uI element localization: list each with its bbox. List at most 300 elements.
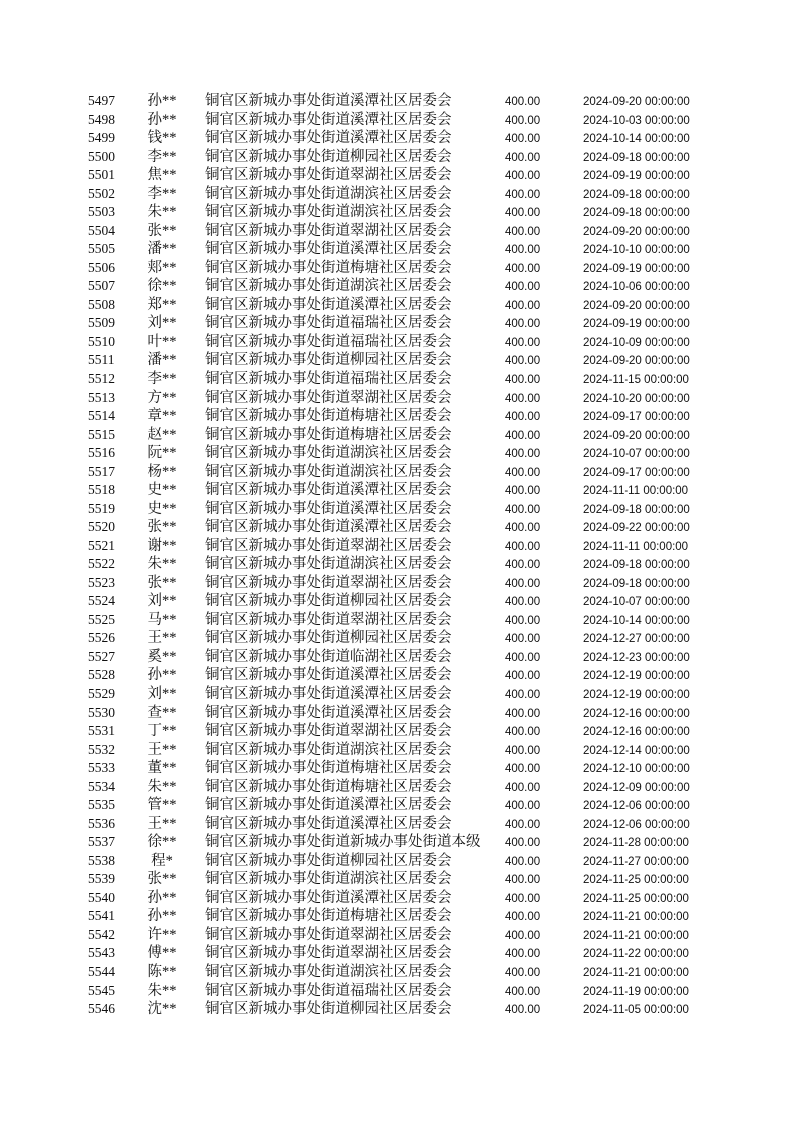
record-organization: 铜官区新城办事处街道溪潭社区居委会 (205, 815, 452, 832)
record-id: 5520 (88, 519, 115, 535)
record-timestamp: 2024-09-18 00:00:00 (583, 503, 690, 516)
record-id: 5533 (88, 760, 115, 776)
table-row (0, 704, 793, 723)
record-organization: 铜官区新城办事处街道湖滨社区居委会 (205, 445, 452, 462)
record-organization: 铜官区新城办事处街道溪潭社区居委会 (205, 667, 452, 684)
record-organization: 铜官区新城办事处街道翠湖社区居委会 (205, 611, 452, 628)
table-row (0, 92, 793, 111)
record-id: 5498 (88, 111, 115, 127)
record-timestamp: 2024-12-16 00:00:00 (583, 726, 690, 739)
record-organization: 铜官区新城办事处街道梅塘社区居委会 (205, 778, 452, 795)
record-id: 5516 (88, 445, 115, 461)
record-organization: 铜官区新城办事处街道溪潭社区居委会 (205, 111, 452, 128)
record-timestamp: 2024-09-20 00:00:00 (583, 355, 690, 368)
table-row (0, 796, 793, 815)
record-name: 许** (147, 926, 177, 943)
record-organization: 铜官区新城办事处街道溪潭社区居委会 (205, 797, 452, 814)
record-amount: 400.00 (505, 299, 541, 312)
table-row (0, 500, 793, 519)
record-amount: 400.00 (505, 948, 541, 961)
record-timestamp: 2024-12-09 00:00:00 (583, 781, 690, 794)
table-row (0, 629, 793, 648)
record-id: 5541 (88, 908, 115, 924)
record-organization: 铜官区新城办事处街道溪潭社区居委会 (205, 482, 452, 499)
record-id: 5497 (88, 93, 115, 108)
record-amount: 400.00 (505, 929, 541, 942)
record-amount: 400.00 (505, 281, 541, 294)
record-organization: 铜官区新城办事处街道湖滨社区居委会 (205, 463, 452, 480)
record-organization: 铜官区新城办事处街道临湖社区居委会 (205, 648, 452, 665)
record-name: 杨** (147, 463, 177, 480)
record-name: 管** (147, 797, 177, 814)
record-id: 5517 (88, 463, 115, 479)
table-row (0, 778, 793, 797)
record-organization: 铜官区新城办事处街道翠湖社区居委会 (205, 222, 452, 239)
record-amount: 400.00 (505, 855, 541, 868)
record-timestamp: 2024-11-21 00:00:00 (583, 911, 689, 924)
records-table (0, 92, 793, 1019)
record-id: 5545 (88, 982, 115, 998)
record-id: 5513 (88, 389, 115, 405)
table-row (0, 555, 793, 574)
record-timestamp: 2024-09-18 00:00:00 (583, 188, 690, 201)
record-organization: 铜官区新城办事处街道梅塘社区居委会 (205, 760, 452, 777)
record-id: 5542 (88, 926, 115, 942)
record-amount: 400.00 (505, 225, 541, 238)
record-name: 刘** (147, 593, 177, 610)
record-amount: 400.00 (505, 1004, 541, 1017)
record-amount: 400.00 (505, 781, 541, 794)
record-name: 潘** (147, 241, 177, 258)
table-row (0, 722, 793, 741)
record-id: 5544 (88, 963, 115, 979)
record-timestamp: 2024-09-20 00:00:00 (583, 225, 690, 238)
record-organization: 铜官区新城办事处街道翠湖社区居委会 (205, 723, 452, 740)
record-organization: 铜官区新城办事处街道福瑞社区居委会 (205, 982, 452, 999)
record-amount: 400.00 (505, 633, 541, 646)
record-amount: 400.00 (505, 448, 541, 461)
record-timestamp: 2024-10-20 00:00:00 (583, 392, 690, 405)
record-id: 5531 (88, 723, 115, 739)
table-row (0, 574, 793, 593)
record-amount: 400.00 (505, 207, 541, 220)
table-row (0, 741, 793, 760)
record-amount: 400.00 (505, 503, 541, 516)
table-row (0, 148, 793, 167)
table-row (0, 277, 793, 296)
record-timestamp: 2024-12-06 00:00:00 (583, 818, 690, 831)
table-row (0, 518, 793, 537)
record-organization: 铜官区新城办事处街道湖滨社区居委会 (205, 741, 452, 758)
table-row (0, 685, 793, 704)
table-row (0, 426, 793, 445)
record-organization: 铜官区新城办事处街道柳园社区居委会 (205, 593, 452, 610)
record-organization: 铜官区新城办事处街道柳园社区居委会 (205, 148, 452, 165)
record-organization: 铜官区新城办事处街道溪潭社区居委会 (205, 686, 452, 702)
record-organization: 铜官区新城办事处街道梅塘社区居委会 (205, 426, 452, 443)
record-organization: 铜官区新城办事处街道溪潭社区居委会 (205, 704, 452, 721)
record-amount: 400.00 (505, 373, 541, 386)
table-row (0, 666, 793, 685)
record-name: 朱** (147, 982, 177, 999)
record-name: 马** (147, 611, 177, 628)
table-row (0, 444, 793, 463)
record-organization: 铜官区新城办事处街道湖滨社区居委会 (205, 204, 452, 221)
record-amount: 400.00 (505, 466, 541, 479)
record-amount: 400.00 (505, 540, 541, 553)
record-name: 孙** (147, 667, 177, 684)
record-name: 钱** (147, 130, 177, 147)
record-amount: 400.00 (505, 133, 541, 146)
table-row (0, 907, 793, 926)
record-organization: 铜官区新城办事处街道翠湖社区居委会 (205, 945, 452, 962)
record-id: 5515 (88, 426, 115, 442)
record-amount: 400.00 (505, 726, 541, 739)
record-organization: 铜官区新城办事处街道湖滨社区居委会 (205, 556, 452, 573)
record-organization: 铜官区新城办事处街道福瑞社区居委会 (205, 333, 452, 350)
record-timestamp: 2024-09-19 00:00:00 (583, 170, 690, 183)
record-name: 孙** (147, 908, 177, 925)
record-id: 5501 (88, 167, 115, 183)
record-amount: 400.00 (505, 818, 541, 831)
record-amount: 400.00 (505, 262, 541, 275)
record-organization: 铜官区新城办事处街道翠湖社区居委会 (205, 926, 452, 943)
table-row (0, 185, 793, 204)
record-timestamp: 2024-09-17 00:00:00 (583, 411, 690, 424)
record-amount: 400.00 (505, 485, 541, 498)
table-row (0, 963, 793, 982)
record-id: 5523 (88, 574, 115, 590)
record-timestamp: 2024-09-18 00:00:00 (583, 207, 690, 220)
table-row (0, 611, 793, 630)
record-organization: 铜官区新城办事处街道溪潭社区居委会 (205, 296, 452, 313)
record-organization: 铜官区新城办事处街道溪潭社区居委会 (205, 241, 452, 258)
record-name: 徐** (147, 278, 177, 295)
record-id: 5543 (88, 945, 115, 961)
record-organization: 铜官区新城办事处街道福瑞社区居委会 (205, 315, 452, 332)
record-amount: 400.00 (505, 392, 541, 405)
record-organization: 铜官区新城办事处街道福瑞社区居委会 (205, 370, 452, 387)
record-name: 阮** (147, 445, 177, 462)
record-name: 张** (147, 222, 177, 239)
record-amount: 400.00 (505, 911, 541, 924)
table-row (0, 833, 793, 852)
record-timestamp: 2024-11-11 00:00:00 (583, 540, 689, 553)
record-timestamp: 2024-11-22 00:00:00 (583, 948, 689, 961)
record-id: 5530 (88, 704, 115, 720)
record-name: 孙** (147, 889, 177, 906)
record-name: 郑** (147, 296, 177, 313)
record-timestamp: 2024-09-22 00:00:00 (583, 522, 690, 535)
record-timestamp: 2024-09-19 00:00:00 (583, 262, 690, 275)
record-id: 5537 (88, 834, 115, 850)
record-name: 徐** (147, 834, 177, 851)
record-name: 张** (147, 574, 177, 591)
record-amount: 400.00 (505, 318, 541, 331)
record-organization: 铜官区新城办事处街道溪潭社区居委会 (205, 889, 452, 906)
record-timestamp: 2024-11-21 00:00:00 (583, 929, 689, 942)
record-organization: 铜官区新城办事处街道翠湖社区居委会 (205, 574, 452, 591)
table-row (0, 203, 793, 222)
record-id: 5539 (88, 871, 115, 887)
table-row (0, 463, 793, 482)
table-row (0, 592, 793, 611)
record-amount: 400.00 (505, 522, 541, 535)
record-name: 董** (147, 760, 177, 777)
record-timestamp: 2024-09-17 00:00:00 (583, 466, 690, 479)
record-organization: 铜官区新城办事处街道柳园社区居委会 (205, 630, 452, 647)
record-timestamp: 2024-12-06 00:00:00 (583, 800, 690, 813)
record-id: 5512 (88, 370, 115, 386)
record-timestamp: 2024-11-21 00:00:00 (583, 966, 689, 979)
record-id: 5521 (88, 537, 115, 553)
record-name: 丁** (147, 723, 177, 740)
record-name: 焦** (147, 167, 177, 184)
record-timestamp: 2024-10-07 00:00:00 (583, 596, 690, 609)
record-timestamp: 2024-12-14 00:00:00 (583, 744, 690, 757)
record-amount: 400.00 (505, 874, 541, 887)
record-organization: 铜官区新城办事处街道湖滨社区居委会 (205, 871, 452, 888)
record-id: 5499 (88, 130, 115, 146)
record-id: 5536 (88, 815, 115, 831)
record-id: 5532 (88, 741, 115, 757)
record-timestamp: 2024-09-20 00:00:00 (583, 299, 690, 312)
record-timestamp: 2024-11-28 00:00:00 (583, 837, 689, 850)
record-amount: 400.00 (505, 800, 541, 813)
record-amount: 400.00 (505, 355, 541, 368)
record-amount: 400.00 (505, 577, 541, 590)
record-id: 5534 (88, 778, 115, 794)
record-timestamp: 2024-09-19 00:00:00 (583, 318, 690, 331)
table-row (0, 926, 793, 945)
table-row (0, 166, 793, 185)
record-timestamp: 2024-12-19 00:00:00 (583, 670, 690, 683)
record-name: 章** (147, 408, 177, 425)
record-timestamp: 2024-10-09 00:00:00 (583, 336, 690, 349)
record-name: 史** (147, 500, 177, 517)
record-amount: 400.00 (505, 336, 541, 349)
table-row (0, 481, 793, 500)
record-amount: 400.00 (505, 670, 541, 683)
record-organization: 铜官区新城办事处街道梅塘社区居委会 (205, 908, 452, 925)
record-id: 5502 (88, 185, 115, 201)
record-organization: 铜官区新城办事处街道湖滨社区居委会 (205, 963, 452, 980)
record-id: 5546 (88, 1001, 115, 1017)
record-amount: 400.00 (505, 837, 541, 850)
record-amount: 400.00 (505, 985, 541, 998)
record-name: 奚** (147, 648, 177, 665)
record-id: 5519 (88, 500, 115, 516)
record-name: 赵** (147, 426, 177, 443)
record-name: 张** (147, 871, 177, 888)
table-row (0, 351, 793, 370)
record-amount: 400.00 (505, 744, 541, 757)
record-id: 5522 (88, 556, 115, 572)
record-id: 5538 (88, 852, 115, 868)
record-id: 5505 (88, 241, 115, 257)
table-row (0, 370, 793, 389)
record-name: 朱** (147, 204, 177, 221)
record-id: 5503 (88, 204, 115, 220)
record-name: 谢** (147, 537, 177, 554)
record-timestamp: 2024-10-07 00:00:00 (583, 448, 690, 461)
record-name: 王** (147, 741, 177, 758)
record-timestamp: 2024-09-18 00:00:00 (583, 577, 690, 590)
record-organization: 铜官区新城办事处街道柳园社区居委会 (205, 352, 452, 369)
record-amount: 400.00 (505, 892, 541, 905)
record-amount: 400.00 (505, 689, 541, 701)
table-row (0, 129, 793, 148)
record-name: 张** (147, 519, 177, 536)
record-name: 郏** (147, 259, 177, 276)
record-id: 5514 (88, 408, 115, 424)
table-row (0, 537, 793, 556)
record-timestamp: 2024-11-19 00:00:00 (583, 985, 689, 998)
record-timestamp: 2024-09-20 00:00:00 (583, 429, 690, 442)
record-timestamp: 2024-10-14 00:00:00 (583, 133, 690, 146)
record-name: 朱** (147, 778, 177, 795)
record-name: 叶** (147, 333, 177, 350)
record-organization: 铜官区新城办事处街道翠湖社区居委会 (205, 389, 452, 406)
table-row (0, 982, 793, 1001)
record-organization: 铜官区新城办事处街道翠湖社区居委会 (205, 537, 452, 554)
record-organization: 铜官区新城办事处街道湖滨社区居委会 (205, 185, 452, 202)
record-id: 5500 (88, 148, 115, 164)
record-amount: 400.00 (505, 559, 541, 572)
record-timestamp: 2024-11-25 00:00:00 (583, 874, 689, 887)
record-organization: 铜官区新城办事处街道湖滨社区居委会 (205, 278, 452, 295)
record-amount: 400.00 (505, 411, 541, 424)
table-row (0, 889, 793, 908)
record-amount: 400.00 (505, 114, 541, 127)
record-name: 孙** (147, 93, 177, 109)
record-timestamp: 2024-10-14 00:00:00 (583, 614, 690, 627)
record-name: 方** (147, 389, 177, 406)
record-name: 李** (147, 370, 177, 387)
record-timestamp: 2024-10-03 00:00:00 (583, 114, 690, 127)
record-id: 5508 (88, 296, 115, 312)
table-row (0, 240, 793, 259)
record-organization: 铜官区新城办事处街道溪潭社区居委会 (205, 130, 452, 147)
record-id: 5504 (88, 222, 115, 238)
table-row (0, 296, 793, 315)
record-name: 傅** (147, 945, 177, 962)
record-amount: 400.00 (505, 966, 541, 979)
record-timestamp: 2024-12-10 00:00:00 (583, 763, 690, 776)
record-name: 查** (147, 704, 177, 721)
record-organization: 铜官区新城办事处街道新城办事处街道本级 (205, 834, 481, 851)
record-name: 王** (147, 630, 177, 647)
table-row (0, 1000, 793, 1019)
table-row (0, 407, 793, 426)
record-amount: 400.00 (505, 651, 541, 664)
record-timestamp: 2024-12-19 00:00:00 (583, 689, 690, 701)
record-name: 陈** (147, 963, 177, 980)
record-amount: 400.00 (505, 151, 541, 164)
table-row (0, 815, 793, 834)
record-organization: 铜官区新城办事处街道溪潭社区居委会 (205, 93, 452, 109)
record-amount: 400.00 (505, 188, 541, 201)
record-timestamp: 2024-11-11 00:00:00 (583, 485, 689, 498)
table-row (0, 314, 793, 333)
record-id: 5509 (88, 315, 115, 331)
record-id: 5527 (88, 648, 115, 664)
record-timestamp: 2024-09-18 00:00:00 (583, 151, 690, 164)
table-row (0, 111, 793, 130)
record-id: 5526 (88, 630, 115, 646)
record-timestamp: 2024-11-25 00:00:00 (583, 892, 689, 905)
record-amount: 400.00 (505, 244, 541, 257)
record-organization: 铜官区新城办事处街道溪潭社区居委会 (205, 519, 452, 536)
record-id: 5528 (88, 667, 115, 683)
record-amount: 400.00 (505, 96, 541, 108)
record-name: 王** (147, 815, 177, 832)
table-row (0, 852, 793, 871)
record-name: 李** (147, 185, 177, 202)
record-name: 刘** (147, 315, 177, 332)
record-amount: 400.00 (505, 614, 541, 627)
record-timestamp: 2024-11-05 00:00:00 (583, 1004, 689, 1017)
record-organization: 铜官区新城办事处街道柳园社区居委会 (205, 852, 452, 869)
record-timestamp: 2024-11-15 00:00:00 (583, 373, 689, 386)
record-organization: 铜官区新城办事处街道梅塘社区居委会 (205, 408, 452, 425)
record-id: 5518 (88, 482, 115, 498)
record-organization: 铜官区新城办事处街道溪潭社区居委会 (205, 500, 452, 517)
record-timestamp: 2024-12-23 00:00:00 (583, 651, 690, 664)
record-amount: 400.00 (505, 170, 541, 183)
record-id: 5510 (88, 333, 115, 349)
record-id: 5540 (88, 889, 115, 905)
record-name: 沈** (147, 1001, 177, 1018)
record-name: 程* (151, 852, 173, 869)
record-name: 朱** (147, 556, 177, 573)
table-row (0, 389, 793, 408)
record-amount: 400.00 (505, 707, 541, 720)
record-name: 潘** (147, 352, 177, 369)
record-organization: 铜官区新城办事处街道翠湖社区居委会 (205, 167, 452, 184)
table-row (0, 648, 793, 667)
table-row (0, 870, 793, 889)
record-timestamp: 2024-12-27 00:00:00 (583, 633, 690, 646)
record-timestamp: 2024-10-10 00:00:00 (583, 244, 690, 257)
record-organization: 铜官区新城办事处街道柳园社区居委会 (205, 1001, 452, 1018)
record-name: 孙** (147, 111, 177, 128)
record-amount: 400.00 (505, 596, 541, 609)
table-row (0, 259, 793, 278)
record-id: 5506 (88, 259, 115, 275)
record-id: 5507 (88, 278, 115, 294)
record-id: 5525 (88, 611, 115, 627)
record-id: 5535 (88, 797, 115, 813)
table-row (0, 759, 793, 778)
table-row (0, 333, 793, 352)
record-amount: 400.00 (505, 429, 541, 442)
table-row (0, 222, 793, 241)
record-amount: 400.00 (505, 763, 541, 776)
record-id: 5524 (88, 593, 115, 609)
record-timestamp: 2024-11-27 00:00:00 (583, 855, 689, 868)
record-id: 5511 (88, 352, 115, 368)
record-name: 刘** (147, 686, 177, 702)
table-row (0, 944, 793, 963)
record-organization: 铜官区新城办事处街道梅塘社区居委会 (205, 259, 452, 276)
record-timestamp: 2024-09-20 00:00:00 (583, 96, 690, 108)
record-name: 李** (147, 148, 177, 165)
record-timestamp: 2024-12-16 00:00:00 (583, 707, 690, 720)
record-timestamp: 2024-10-06 00:00:00 (583, 281, 690, 294)
record-timestamp: 2024-09-18 00:00:00 (583, 559, 690, 572)
record-id: 5529 (88, 686, 115, 701)
